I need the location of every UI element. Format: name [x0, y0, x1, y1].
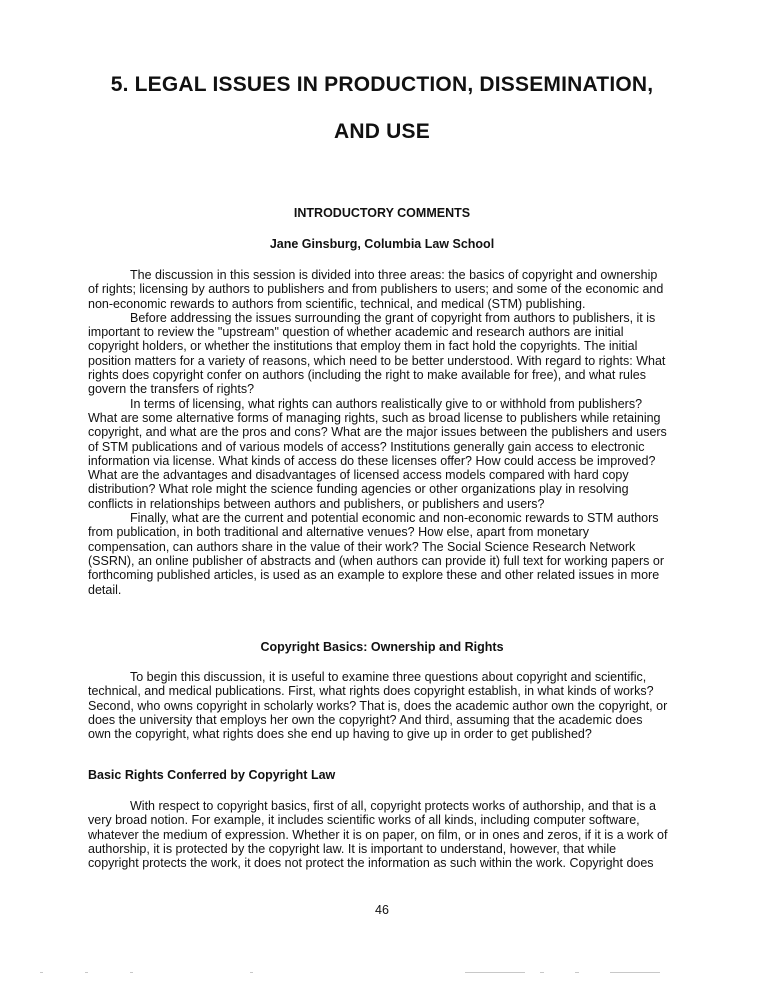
scan-artifact-divider	[0, 968, 764, 978]
intro-heading: INTRODUCTORY COMMENTS	[293, 206, 471, 220]
subsection-paragraph: With respect to copyright basics, first of all, copyright protects works of authorship, and that is a very broad notion. For example, it includes scientific works of all kinds, including computer software, whatever the medium of expression. Whether it is on paper, on film, or in ones and zeros, if it is a work of authorship, it is protected by the copyright law. It is important to understand, however, that while copyright protects the work, it does not protect the information as such within the work. Copyright does	[88, 799, 668, 871]
subsection-heading: Basic Rights Conferred by Copyright Law	[88, 768, 336, 782]
chapter-title-line-1: 5. LEGAL ISSUES IN PRODUCTION, DISSEMINATION,	[110, 73, 654, 96]
section-paragraph: To begin this discussion, it is useful to examine three questions about copyright and scientific, technical, and medical publications. First, what rights does copyright establish, in what kinds of works? Second, who owns copyright in scholarly works? That is, does the academic author own the copyright, or does the university that employs her own the copyright? And third, assuming that the academic does own the copyright, what rights does she end up having to give up in order to get published?	[88, 670, 668, 742]
section-heading: Copyright Basics: Ownership and Rights	[260, 640, 504, 654]
intro-paragraph: Before addressing the issues surrounding the grant of copyright from authors to publishers, it is important to review the "upstream" question of whether academic and research authors are initial copyright holders, or whether the institutions that employ them in fact hold the copyrights. The initial position matters for a variety of reasons, which need to be better understood. With regard to rights: What rights does copyright confer on authors (including the right to make available for free), and what rules govern the transfers of rights?	[88, 310, 666, 397]
section-body	[88, 670, 668, 741]
intro-body	[88, 268, 668, 597]
intro-paragraph: In terms of licensing, what rights can authors realistically give to or withhold from publishers? What are some alternative forms of managing rights, such as broad license to publishers while retaining copyright, and what are the pros and cons? What are the major issues between the publishers and users of STM publications and of various models of access? Institutions generally gain access to electronic information via license. What kinds of access do these licenses offer? How could access be improved? What are the advantages and disadvantages of licensed access models compared with hard copy distribution? What role might the science funding agencies or other organizations play in resolving conflicts in relationships between authors and publishers, or publishers and users?	[88, 396, 667, 511]
intro-paragraph: Finally, what are the current and potential economic and non-economic rewards to STM authors from publication, in both traditional and alternative venues? How else, apart from monetary compensation, can authors share in the value of their work? The Social Science Research Network (SSRN), an online publisher of abstracts and (when authors can provide it) full text for working papers or forthcoming published articles, is used as an example to explore these and other related issues in more detail.	[88, 511, 664, 597]
chapter-title-line-2: AND USE	[334, 120, 430, 143]
intro-paragraph: The discussion in this session is divided into three areas: the basics of copyright and ownership of rights; licensing by authors to publishers and from publishers to users; and some of the economic and non-economic rewards to authors from scientific, technical, and medical (STM) publishing.	[88, 268, 664, 311]
subsection-body	[88, 799, 668, 870]
page-number: 46	[375, 903, 389, 917]
author-line: Jane Ginsburg, Columbia Law School	[269, 237, 495, 251]
